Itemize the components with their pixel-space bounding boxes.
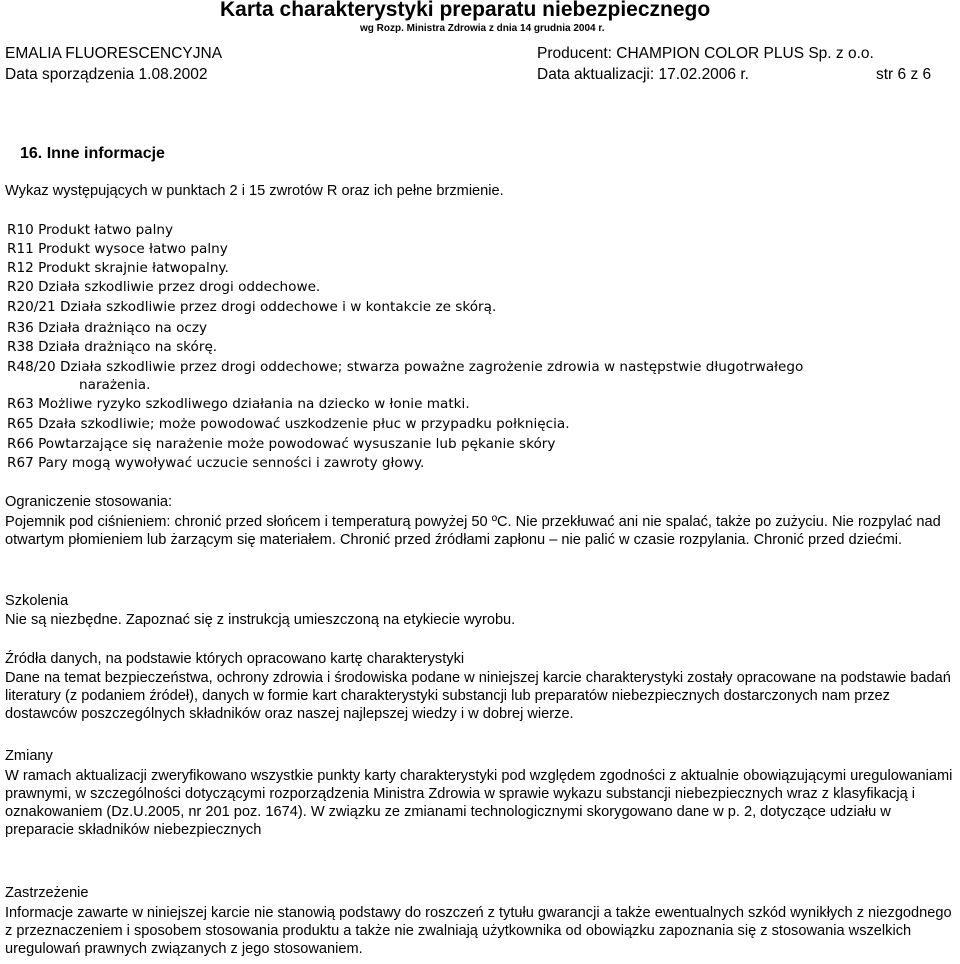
- document-title: Karta charakterystyki preparatu niebezpiecznego: [220, 0, 711, 21]
- training-text: Nie są niezbędne. Zapoznać się z instrukcją umieszczoną na etykiecie wyrobu.: [5, 612, 516, 628]
- r-phrase: R20/21 Działa szkodliwie przez drogi oddechowe i w kontakcie ze skórą.: [7, 299, 497, 315]
- r-phrase: R10 Produkt łatwo palny: [7, 222, 174, 238]
- page-number: str 6 z 6: [876, 66, 932, 83]
- product-name: EMALIA FLUORESCENCYJNA: [5, 45, 223, 62]
- changes-heading: Zmiany: [5, 748, 53, 764]
- r-phrase: R20 Działa szkodliwie przez drogi oddechowe.: [7, 279, 321, 295]
- update-date: Data aktualizacji: 17.02.2006 r.: [537, 66, 749, 83]
- r-phrase: R48/20 Działa szkodliwie przez drogi oddechowe; stwarza poważne zagrożenie zdrowia w następstwie długotrwałego: [7, 359, 804, 375]
- regulation-subtitle: wg Rozp. Ministra Zdrowia z dnia 14 grudnia 2004 r.: [360, 23, 605, 34]
- section-title: 16. Inne informacje: [20, 145, 165, 162]
- r-phrase: R65 Dzała szkodliwie; może powodować uszkodzenie płuc w przypadku połknięcia.: [7, 416, 570, 432]
- restrictions-heading: Ograniczenie stosowania:: [5, 494, 173, 510]
- restrictions-text: Pojemnik pod ciśnieniem: chronić przed słońcem i temperaturą powyżej 50 ºC. Nie przekłuwać ani nie spalać, także po zużyciu. Nie rozpylać nad otwartym płomieniem lub żarzącym się materiałem. Chronić przed źródłami zapłonu – nie palić w czasie rozpylania. Chronić przed dziećmi.: [5, 514, 941, 548]
- r-phrase: R11 Produkt wysoce łatwo palny: [7, 241, 228, 257]
- creation-date: Data sporządzenia 1.08.2002: [5, 66, 208, 83]
- r-phrase: R12 Produkt skrajnie łatwopalny.: [7, 260, 229, 276]
- r-phrase-continuation: narażenia.: [79, 377, 151, 393]
- changes-text: W ramach aktualizacji zweryfikowano wszystkie punkty karty charakterystyki pod względem zgodności z aktualnie obowiązującymi uregulowaniami prawnymi, w szczególności dotyczącymi rozporządzenia Ministra Zdrowia w sprawie wykazu substancji niebezpiecznych wraz z klasyfikacją i oznakowaniem (Dz.U.2005, nr 201 poz. 1674). W związku ze zmianami technologicznymi skorygowano dane w p. 2, dotyczące udziału w preparacie składników niebezpiecznych: [5, 768, 953, 838]
- disclaimer-text: Informacje zawarte w niniejszej karcie nie stanowią podstawy do roszczeń z tytułu gwarancji a także ewentualnych szkód wynikłych z niezgodnego z przeznaczeniem i sposobem stosowania produktu a także nie zwalniają użytkownika od obowiązku zapoznania się z stosowania wszelkich uregulowań prawnych związanych z jego stosowaniem.: [5, 905, 952, 957]
- r-phrase: R38 Działa drażniąco na skórę.: [7, 339, 218, 355]
- disclaimer-heading: Zastrzeżenie: [5, 885, 89, 901]
- r-phrase: R66 Powtarzające się narażenie może powodować wysuszanie lub pękanie skóry: [7, 436, 556, 452]
- r-phrase: R67 Pary mogą wywoływać uczucie senności i zawroty głowy.: [7, 455, 425, 471]
- r-phrase: R63 Możliwe ryzyko szkodliwego działania na dziecko w łonie matki.: [7, 396, 470, 412]
- training-heading: Szkolenia: [5, 593, 69, 609]
- r-phrase: R36 Działa drażniąco na oczy: [7, 320, 208, 336]
- r-phrases-intro: Wykaz występujących w punktach 2 i 15 zwrotów R oraz ich pełne brzmienie.: [5, 183, 504, 199]
- sources-text: Dane na temat bezpieczeństwa, ochrony zdrowia i środowiska podane w niniejszej karcie charakterystyki zostały opracowane na podstawie badań literatury (z podaniem źródeł), danych w formie kart charakterystyki substancji lub preparatów niebezpiecznych dostarczonych nam przez dostawców poszczególnych składników oraz naszej najlepszej wiedzy i w dobrej wierze.: [5, 670, 951, 722]
- producer-name: Producent: CHAMPION COLOR PLUS Sp. z o.o.: [537, 45, 874, 62]
- sources-heading: Źródła danych, na podstawie których opracowano kartę charakterystyki: [5, 651, 465, 667]
